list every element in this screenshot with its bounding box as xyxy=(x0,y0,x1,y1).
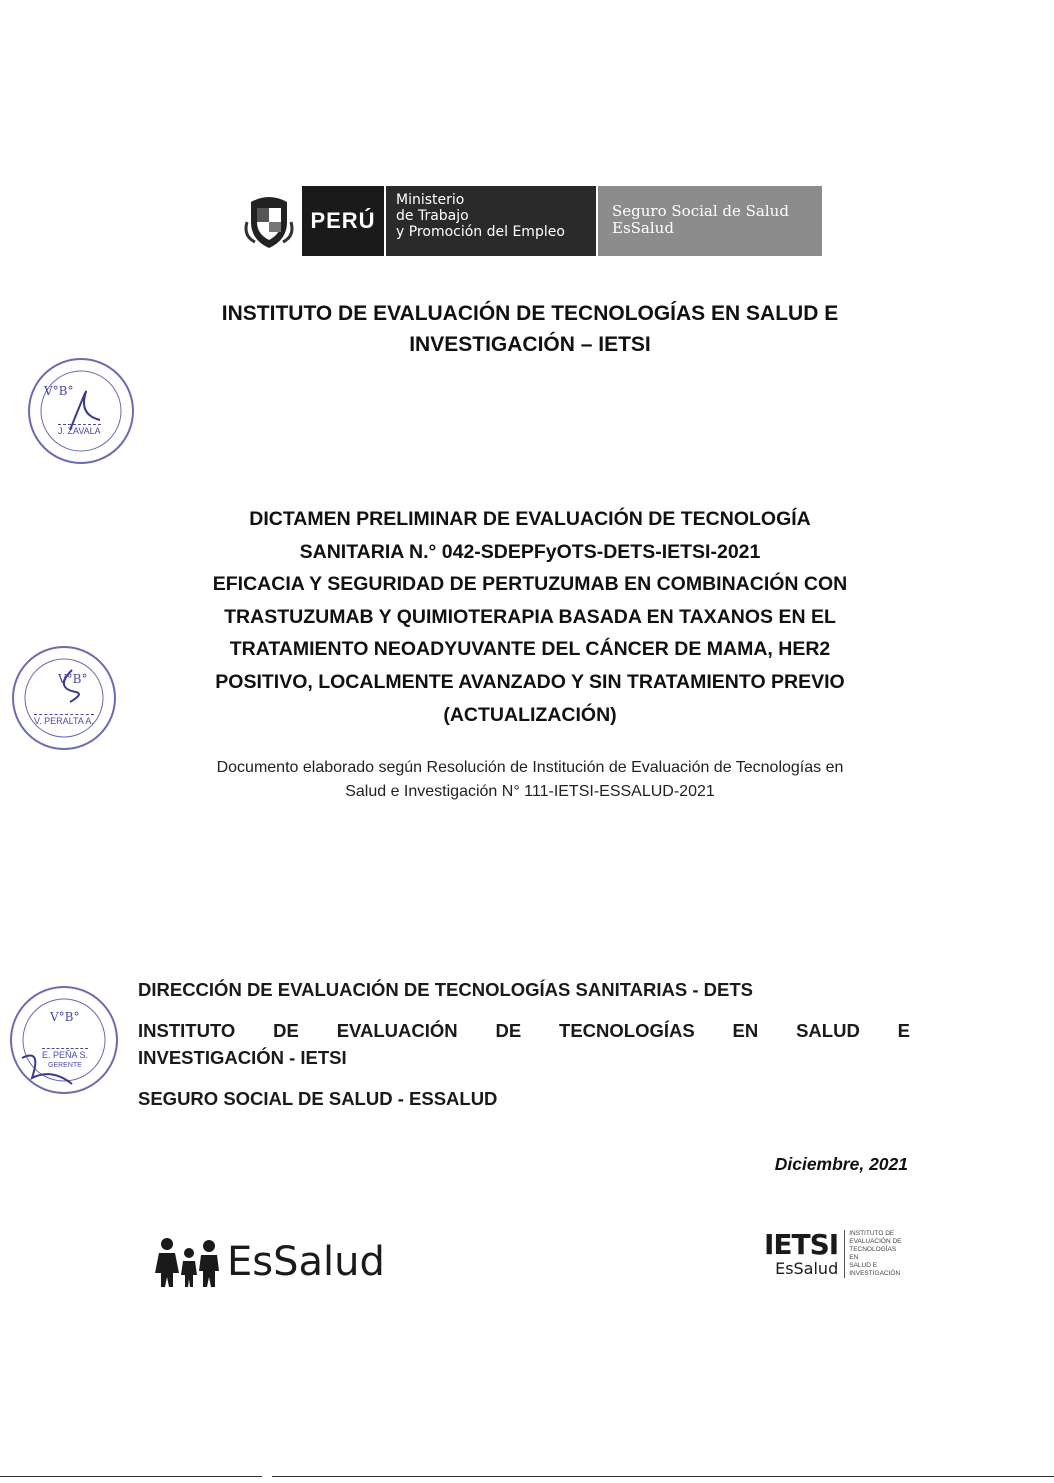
document-note: Documento elaborado según Resolución de Institución de Evaluación de Tecnologías en Salud e Investigación N° 111-IETSI-ESSALUD-2021 xyxy=(216,759,844,800)
approval-stamp-2: V°B° V. PERALTA A. xyxy=(12,646,116,750)
ietsi-subtitle: EsSalud xyxy=(775,1259,839,1278)
stamp-ring-icon xyxy=(30,360,132,462)
header-banner xyxy=(236,186,822,256)
ietsi-description: INSTITUTO DE EVALUACIÓN DE TECNOLOGÍAS EN SALUD E INVESTIGACIÓN xyxy=(844,1230,904,1278)
document-date: Diciembre, 2021 xyxy=(774,1154,908,1174)
ietsi-wordmark: IETSI xyxy=(764,1228,839,1261)
ministry-label: Ministerio de Trabajo y Promoción del Empleo xyxy=(384,186,596,256)
family-icon xyxy=(155,1237,221,1287)
agency-line: SEGURO SOCIAL DE SALUD - ESSALUD xyxy=(138,1088,498,1109)
approval-stamp-3: V°B° E. PEÑA S. GERENTE xyxy=(10,986,118,1094)
essalud-wordmark: EsSalud xyxy=(227,1239,385,1285)
stamp-ring-icon xyxy=(12,988,116,1092)
institute-line: INSTITUTO DE EVALUACIÓN DE TECNOLOGÍAS EN SALUD E xyxy=(138,1020,910,1041)
approval-stamp-1: V°B° J. ZAVALA xyxy=(28,358,134,464)
ietsi-logo xyxy=(764,1230,904,1278)
essalud-logo xyxy=(155,1237,385,1287)
institute-title: INSTITUTO DE EVALUACIÓN DE TECNOLOGÍAS EN SALUD E INVESTIGACIÓN – IETSI xyxy=(221,302,839,356)
footer-rule-right xyxy=(272,1476,1054,1477)
stamp-ring-icon xyxy=(14,648,114,748)
institute-line-cont: INVESTIGACIÓN - IETSI xyxy=(138,1047,347,1068)
peru-crest-icon xyxy=(236,186,302,256)
directorate-line: DIRECCIÓN DE EVALUACIÓN DE TECNOLOGÍAS SANITARIAS - DETS xyxy=(138,979,753,1000)
country-label: PERÚ xyxy=(302,186,384,256)
footer-rule-left xyxy=(0,1476,262,1477)
agency-label: Seguro Social de Salud EsSalud xyxy=(596,186,822,256)
dictamen-title: DICTAMEN PRELIMINAR DE EVALUACIÓN DE TECNOLOGÍA SANITARIA N.° 042-SDEPFyOTS-DETS-IETSI-2021 EFICACIA Y SEGURIDAD DE PERTUZUMAB EN COMBINACIÓN CON TRASTUZUMAB Y QUIMIOTERAPIA BASADA EN TAXANOS EN EL TRATAMIENTO NEOADYUVANTE DEL CÁNCER DE MAMA, HER2 POSITIVO, LOCALMENTE AVANZADO Y SIN TRATAMIENTO PREVIO (ACTUALIZACIÓN) xyxy=(212,508,848,726)
